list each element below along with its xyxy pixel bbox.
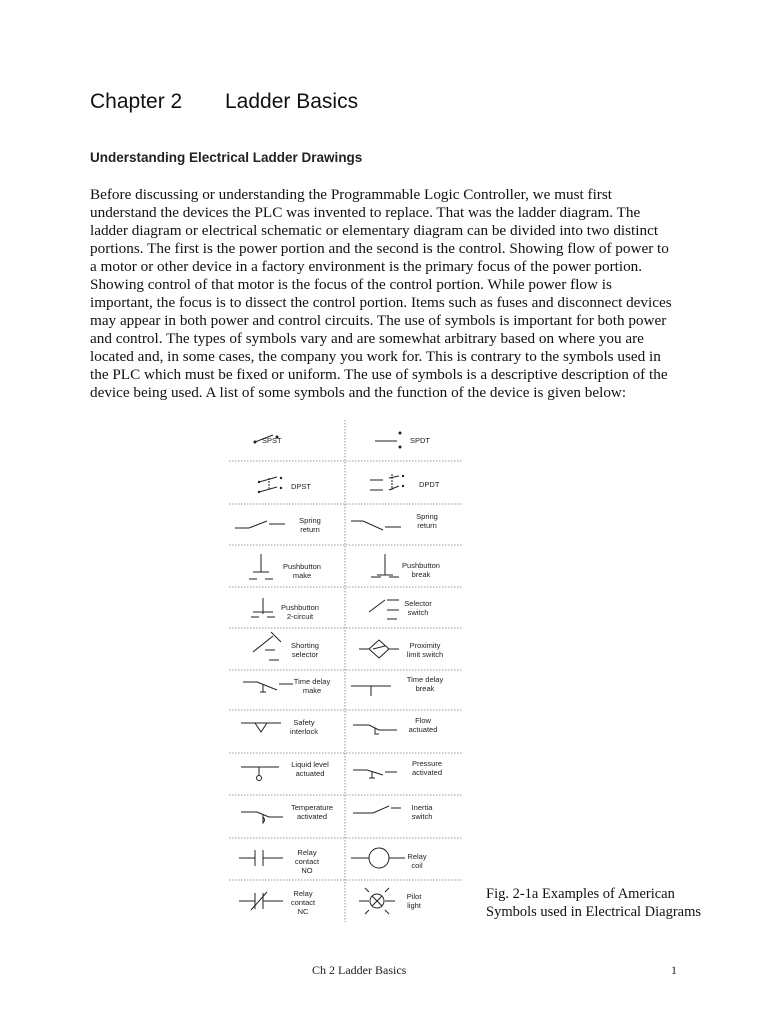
body-paragraph <box>90 186 680 402</box>
caption-line: Fig. 2-1a Examples of American <box>486 886 675 902</box>
chapter-heading <box>90 90 358 114</box>
symbol-label: Relay coil <box>407 852 427 870</box>
symbol-table-drawing <box>229 420 463 922</box>
symbol-label: Inertia switch <box>411 803 433 821</box>
symbol-label: Selector switch <box>404 599 432 617</box>
paragraph-line: portions. The first is the power portion and the second is the control. Showing flow of power to <box>90 240 669 257</box>
paragraph-line: Showing control of that motor is the focus of the control portion. While power flow is <box>90 276 612 293</box>
paragraph-line: may appear in both power and control circuits. The use of symbols is important for both power <box>90 312 667 329</box>
symbol-label: Safety interlock <box>290 718 318 736</box>
paragraph-line: a motor or other device in a factory environment is the primary focus of the power portion. <box>90 258 643 275</box>
paragraph-line: ladder diagram or electrical schematic or elementary diagram can be divided into two distinct <box>90 222 659 239</box>
section-title: Understanding Electrical Ladder Drawings <box>90 150 363 165</box>
symbol-label: Time delay make <box>293 677 331 695</box>
symbol-label: SPDT <box>410 436 431 445</box>
paragraph-line: understand the devices the PLC was invented to replace. That was the ladder diagram. The <box>90 204 641 221</box>
footer-title: Ch 2 Ladder Basics <box>312 963 407 977</box>
time-delay-break-symbol <box>351 686 391 696</box>
symbol-label: Liquid level actuated <box>291 760 329 778</box>
paragraph-line: located and, in some cases, the company you work for. This is contrary to the symbols used in <box>90 348 661 365</box>
paragraph-line: device being used. A list of some symbols and the function of the device is given below: <box>90 384 627 401</box>
symbol-label: Pushbutton break <box>402 561 440 579</box>
symbol-label: Proximity limit switch <box>406 641 444 659</box>
symbol-label: Flow actuated <box>408 716 438 734</box>
dpdt-symbol <box>370 474 404 490</box>
chapter-title: Ladder Basics <box>225 90 359 113</box>
symbol-label: Pilot light <box>406 892 422 910</box>
symbol-label: DPST <box>291 482 312 491</box>
symbol-label: Relay contact NC <box>290 889 316 916</box>
caption-line: Symbols used in Electrical Diagrams <box>486 904 702 920</box>
paragraph-line: the PLC which must be fixed or uniform. The use of symbols is a descriptive description of the <box>90 366 668 383</box>
symbol-label: Spring return <box>416 512 438 530</box>
symbol-label: Temperature activated <box>290 803 334 821</box>
figure-caption <box>486 885 701 921</box>
chapter-number: Chapter 2 <box>90 90 183 113</box>
pressure-activated-symbol <box>353 770 397 778</box>
dpst-symbol <box>258 477 282 493</box>
paragraph-line: and control. The types of symbols vary and are somewhat arbitrary based on where you are <box>90 330 644 347</box>
paragraph-line: Before discussing or understanding the Programmable Logic Controller, we must first <box>90 186 612 203</box>
symbol-label: DPDT <box>419 480 440 489</box>
symbol-label: Spring return <box>299 516 321 534</box>
symbol-table <box>229 420 463 922</box>
symbol-label: Pushbutton 2-circuit <box>281 603 319 621</box>
spdt-symbol <box>375 432 402 449</box>
symbol-label: Shorting selector <box>291 641 319 659</box>
liquid-level-actuated-symbol <box>241 767 279 781</box>
symbol-label: Pressure activated <box>411 759 443 777</box>
symbol-label: Time delay break <box>406 675 444 693</box>
symbol-label: Relay contact NO <box>294 848 320 875</box>
symbol-label: SPST <box>262 436 282 445</box>
page-number: 1 <box>671 963 677 977</box>
paragraph-line: important, the focus is to dissect the control portion. Items such as fuses and disconnect devices <box>90 294 672 311</box>
symbol-label: Pushbutton make <box>283 562 321 580</box>
